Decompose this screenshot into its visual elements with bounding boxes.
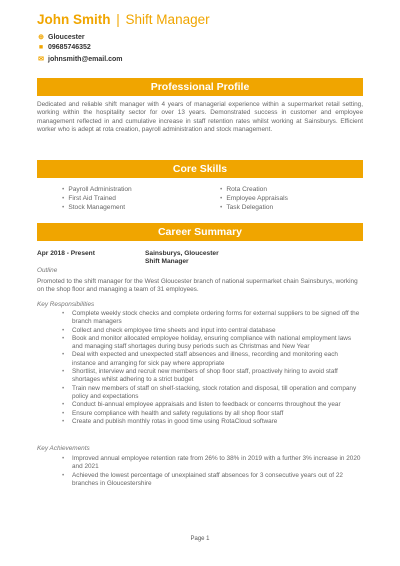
list-item: • Shortlist, interview and recruit new members of shop floor staff, proactively hiring to avoid staff shortages whilst adhering to a strict budget bbox=[62, 368, 362, 385]
page-number: Page 1 bbox=[190, 536, 210, 542]
career-heading: Career Summary bbox=[37, 223, 363, 241]
candidate-name: John Smith bbox=[37, 12, 111, 27]
list-item: • Achieved the lowest percentage of unexplained staff absences for 3 consecutive years out of 22 branches in Gloucestershire bbox=[62, 472, 362, 489]
contact-phone bbox=[37, 44, 91, 51]
location-pin-icon: ⊕ bbox=[38, 34, 44, 41]
profile-heading: Professional Profile bbox=[37, 78, 363, 96]
list-item: • Conduct bi-annual employee appraisals and listen to feedback or concerns throughout the year bbox=[62, 401, 362, 409]
phone-icon: ■ bbox=[38, 44, 44, 51]
list-item: • Ensure compliance with health and safety regulations by all shop floor staff bbox=[62, 410, 362, 418]
list-item: • Collect and check employee time sheets and input into central database bbox=[62, 327, 362, 335]
skills-left-column bbox=[62, 185, 132, 212]
job-date: Apr 2018 - Present bbox=[37, 250, 95, 257]
responsibilities-list bbox=[62, 310, 362, 426]
skills-right-column bbox=[220, 185, 288, 212]
phone-text: 09685746352 bbox=[48, 44, 91, 51]
job-title: Shift Manager bbox=[145, 258, 189, 265]
skill-item: • Task Delegation bbox=[220, 203, 288, 212]
email-text[interactable]: johnsmith@email.com bbox=[48, 56, 123, 63]
contact-location bbox=[37, 33, 85, 41]
list-item: • Create and publish monthly rotas in good time using RotaCloud software bbox=[62, 418, 362, 426]
skill-item: • Stock Management bbox=[62, 203, 132, 212]
achievements-list bbox=[62, 455, 362, 488]
list-item: • Deal with expected and unexpected staff absences and illness, recording and monitoring each instance and arranging for sick pay where appropriate bbox=[62, 351, 362, 368]
job-company: Sainsburys, Gloucester bbox=[145, 250, 219, 257]
skill-item: • Rota Creation bbox=[220, 185, 288, 194]
email-icon: ✉ bbox=[38, 56, 44, 63]
outline-label: Outline bbox=[37, 267, 58, 274]
list-item: • Train new members of staff on shelf-stacking, stock rotation and disposal, till operation and company policy and expectations bbox=[62, 385, 362, 402]
location-text: Gloucester bbox=[48, 34, 85, 41]
outline-text: Promoted to the shift manager for the West Gloucester branch of national supermarket chain Sainsburys, working on the shop floor and managing a team of 31 employees. bbox=[37, 278, 358, 294]
list-item: • Complete weekly stock checks and complete ordering forms for external suppliers to be signed off the branch managers bbox=[62, 310, 362, 327]
skill-item: • Payroll Administration bbox=[62, 185, 132, 194]
achievements-label: Key Achievements bbox=[37, 445, 90, 452]
header-title bbox=[37, 12, 210, 27]
contact-email[interactable] bbox=[37, 55, 123, 63]
skills-heading: Core Skills bbox=[37, 160, 363, 178]
title-separator: | bbox=[116, 12, 120, 27]
list-item: • Book and monitor allocated employee holiday, ensuring compliance with national employment laws and managing staff shortages during busy periods such as Christmas and New Year bbox=[62, 335, 362, 352]
skill-item: • First Aid Trained bbox=[62, 194, 132, 203]
profile-text: Dedicated and reliable shift manager with 4 years of managerial experience within a supermarket retail setting, working within the hospitality sector for over 13 years. Demonstrated success in customer and employee management reflected in and cumulative increase in staff retention rates whilst working at Sainsburys. Efficient worker who is adept at rota creation, payroll administration and stock management. bbox=[37, 101, 363, 134]
skill-item: • Employee Appraisals bbox=[220, 194, 288, 203]
responsibilities-label: Key Responsibilities bbox=[37, 301, 95, 308]
candidate-role: Shift Manager bbox=[125, 12, 210, 27]
list-item: • Improved annual employee retention rate from 26% to 38% in 2019 with a further 3% increase in 2020 and 2021 bbox=[62, 455, 362, 472]
